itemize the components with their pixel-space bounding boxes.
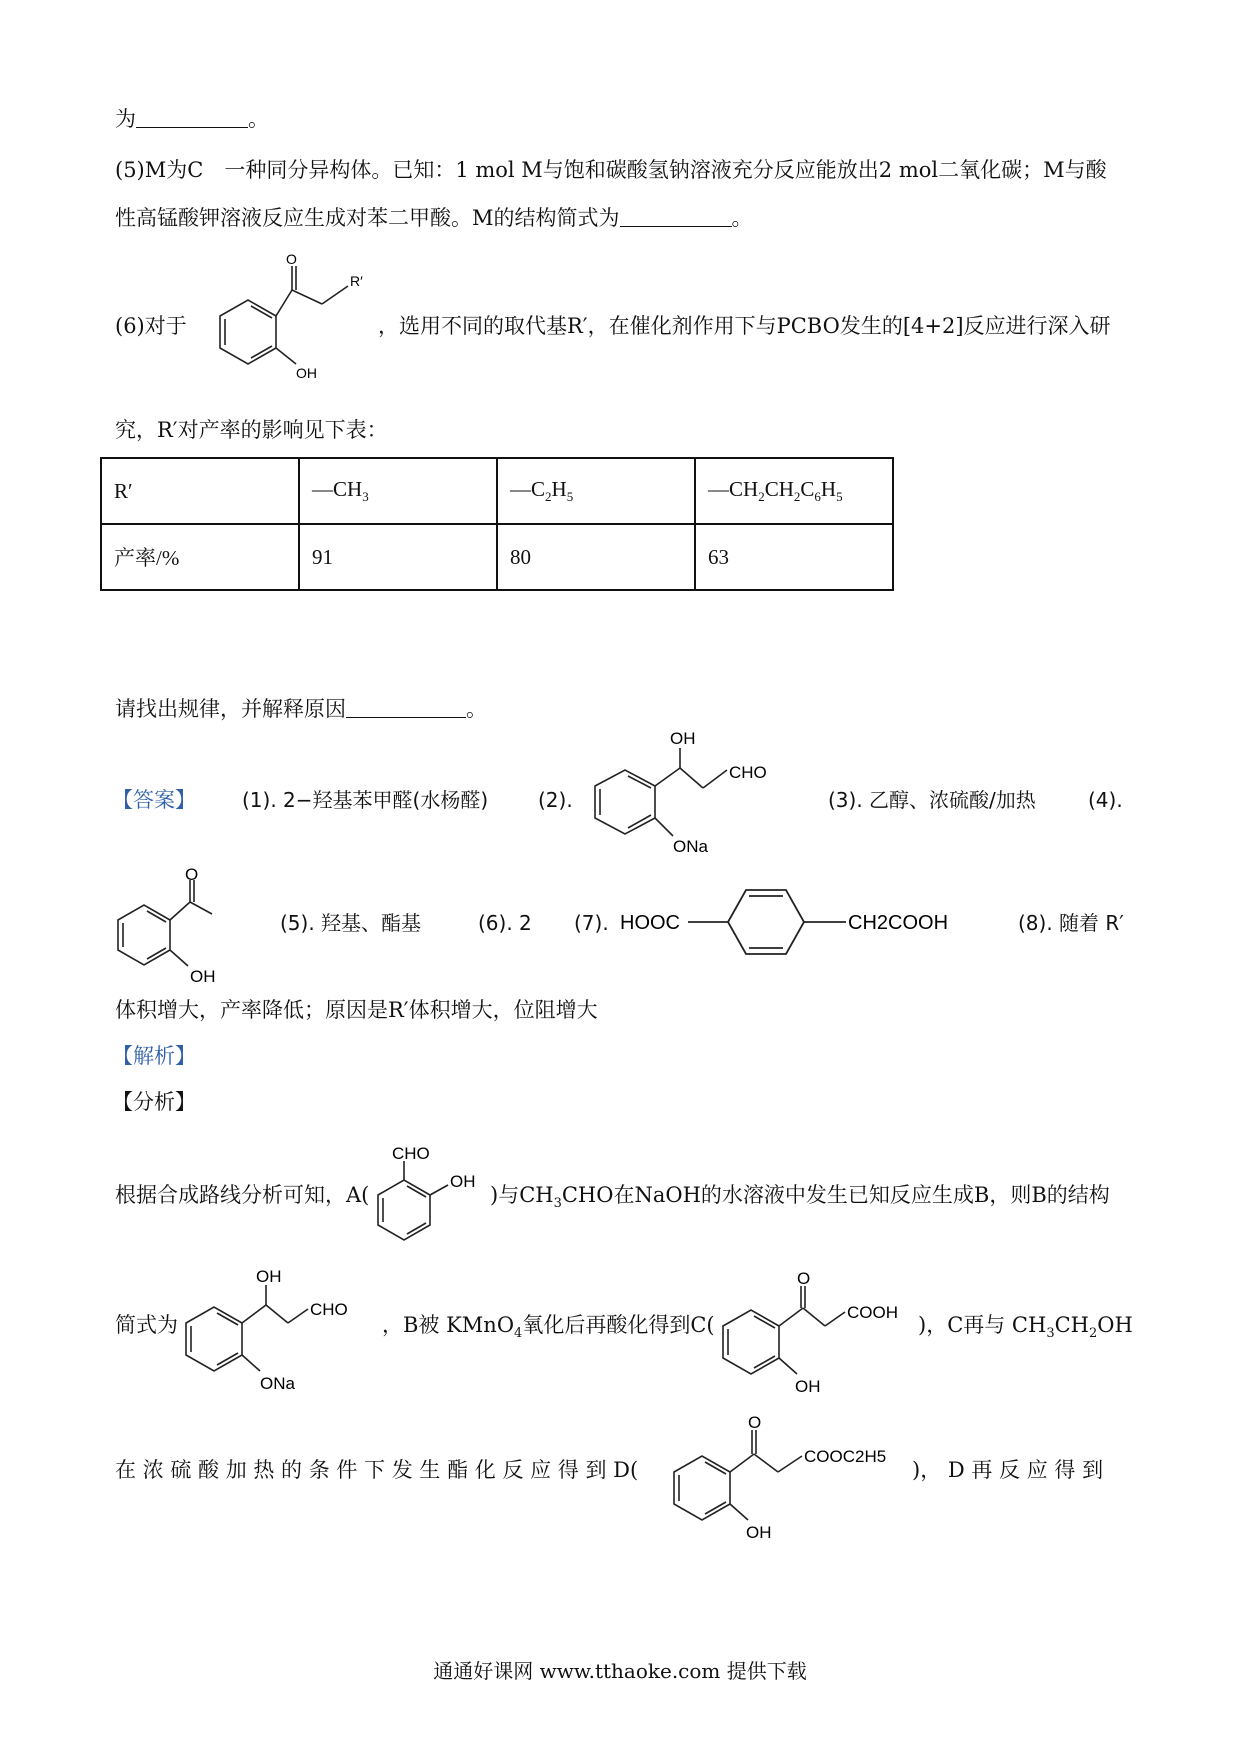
analysis-a-structure bbox=[370, 1145, 490, 1255]
answer-5: (5). 羟基、酯基 bbox=[280, 911, 422, 935]
analysis-d-ester-label bbox=[804, 1447, 886, 1466]
answer-tag: 【答案】 bbox=[112, 788, 196, 812]
analysis-p1-b: )与$CH_3CHO$在NaOH的水溶液中发生已知反应生成B，则B的结构 bbox=[490, 1183, 1110, 1211]
table-cell: 91 bbox=[299, 524, 497, 590]
cell-text: C bbox=[800, 477, 815, 501]
analysis-text: 氧化后再酸化得到C( bbox=[522, 1313, 715, 1337]
q6-r-label: R′ bbox=[350, 273, 363, 289]
q6-tail-line bbox=[115, 694, 487, 724]
analysis-a-oh-label: OH bbox=[450, 1172, 476, 1191]
analysis-text: 根据合成路线分析可知，A( bbox=[115, 1183, 370, 1207]
analysis-d-o-label: O bbox=[748, 1413, 762, 1432]
q5-text-2: 性高锰酸钾溶液反应生成对苯二甲酸。M的结构简式为 bbox=[115, 206, 620, 230]
table-row bbox=[101, 458, 893, 524]
analysis-text: )，C再与 CH bbox=[918, 1313, 1047, 1337]
q6-suffix-text: ，选用不同的取代基R′，在催化剂作用下与PCBO发生的[4+2]反应进行深入研 bbox=[378, 314, 1111, 338]
answer-4-structure bbox=[110, 865, 250, 986]
analysis-d-oh-label: OH bbox=[746, 1523, 772, 1542]
q6-line2 bbox=[115, 415, 388, 445]
answer-3: (3). 乙醇、浓硫酸/加热 bbox=[828, 788, 1036, 812]
answer-6: (6). 2 bbox=[478, 911, 532, 935]
answer-b-ona-label: ONa bbox=[673, 837, 708, 856]
analysis-b-ona-label: ONa bbox=[260, 1374, 295, 1393]
cell-text: H bbox=[820, 477, 837, 501]
table-cell: 63 bbox=[695, 524, 893, 590]
analysis-p2-b: ，B被 KMnO$_4$氧化后再酸化得到C( bbox=[382, 1313, 715, 1341]
analysis-p2-c: )，C再与 $CH_3CH_2OH$ bbox=[918, 1313, 1133, 1341]
q6-line2-text: 究，R′对产率的影响见下表： bbox=[115, 418, 388, 442]
analysis-p1-a bbox=[115, 1180, 369, 1210]
cell-text: H bbox=[551, 477, 567, 501]
cell-text: —CH bbox=[312, 477, 363, 501]
analysis-text: )， D 再 反 应 得 到 bbox=[912, 1458, 1104, 1482]
analysis-c-structure bbox=[705, 1268, 935, 1398]
subscript: 3 bbox=[362, 489, 369, 504]
q6-prefix bbox=[115, 311, 187, 341]
analysis-tag: 【解析】 bbox=[112, 1044, 196, 1068]
answer-7: (7). bbox=[574, 911, 609, 935]
analysis-p2-a bbox=[115, 1310, 178, 1340]
q6-tail-text: 请找出规律，并解释原因 bbox=[115, 697, 346, 721]
answer-4-o-label: O bbox=[185, 865, 199, 884]
q6-prefix-text: (6)对于 bbox=[115, 314, 187, 338]
q6-suffix bbox=[378, 311, 1111, 341]
answer-b-oh-label: OH bbox=[670, 729, 696, 748]
cell-text: CH bbox=[764, 477, 794, 501]
analysis-b-cho-label: CHO bbox=[310, 1300, 348, 1319]
analysis-b-structure bbox=[178, 1265, 378, 1395]
subscript: 2 bbox=[793, 489, 801, 504]
answer-1: (1). 2−羟基苯甲醛(水杨醛) bbox=[242, 788, 489, 812]
table-cell bbox=[695, 458, 893, 524]
answer-4: (4). bbox=[1088, 788, 1123, 812]
analysis-c-cooh-label: COOH bbox=[847, 1303, 898, 1322]
subscript: 5 bbox=[836, 489, 843, 504]
table-row bbox=[101, 524, 893, 590]
analysis-c-oh-label: OH bbox=[795, 1377, 821, 1396]
answer-b-cho-label: CHO bbox=[729, 763, 767, 782]
table-cell: 产率/% bbox=[101, 524, 299, 590]
analysis-text: 在 浓 硫 酸 加 热 的 条 件 下 发 生 酯 化 反 应 得 到 D( bbox=[115, 1458, 639, 1482]
answer-blank[interactable] bbox=[620, 206, 732, 227]
analysis-p3-b bbox=[912, 1455, 1103, 1485]
q5-line2 bbox=[115, 203, 753, 233]
answer-7-right-label bbox=[848, 912, 948, 934]
answer-blank[interactable] bbox=[136, 107, 248, 128]
page-footer: 通通好课网 www.tthaoke.com 提供下载 bbox=[433, 1659, 807, 1683]
analysis-b-oh-label: OH bbox=[256, 1267, 282, 1286]
answer-8-continued: 体积增大，产率降低；原因是R′体积增大，位阻增大 bbox=[115, 998, 598, 1022]
q5-prefix-line bbox=[115, 104, 269, 134]
subscript: 2 bbox=[758, 489, 765, 504]
q5-prefix-end: 。 bbox=[248, 107, 269, 131]
q5-end: 。 bbox=[731, 206, 753, 230]
yield-table bbox=[100, 457, 894, 591]
q6-o-label: O bbox=[286, 251, 297, 267]
cell-text: —CH bbox=[708, 477, 759, 501]
analysis-text: OH bbox=[1097, 1313, 1133, 1337]
q6-ketone-structure bbox=[180, 252, 380, 392]
answer-blank[interactable] bbox=[346, 697, 466, 718]
analysis-a-cho-label: CHO bbox=[392, 1144, 430, 1163]
answer-7-right-text: CH2COOH bbox=[848, 912, 949, 934]
table-cell: 80 bbox=[497, 524, 695, 590]
table-cell bbox=[299, 458, 497, 524]
analysis-p3-a bbox=[115, 1455, 638, 1485]
answer-4-oh-label: OH bbox=[190, 967, 216, 986]
answer-8: (8). 随着 R′ bbox=[1018, 911, 1124, 935]
table-header-cell: R′ bbox=[101, 458, 299, 524]
q6-tail-end: 。 bbox=[466, 697, 487, 721]
subscript: 2 bbox=[545, 489, 552, 504]
analysis-text: CH bbox=[1054, 1313, 1089, 1337]
q5-prefix-text: 为 bbox=[115, 107, 136, 131]
answer-7-left-label: HOOC bbox=[620, 912, 680, 934]
table-cell bbox=[497, 458, 695, 524]
analysis-text: 简式为 bbox=[115, 1313, 178, 1337]
q6-oh-label: OH bbox=[296, 365, 317, 381]
answer-7-structure bbox=[618, 878, 978, 968]
analysis-text: )与CH bbox=[490, 1183, 554, 1207]
q5-line1 bbox=[115, 155, 1107, 185]
analysis-text: CHO在NaOH的水溶液中发生已知反应生成B，则B的结构 bbox=[561, 1183, 1110, 1207]
analysis-subtag: 【分析】 bbox=[112, 1090, 196, 1114]
answer-2: (2). bbox=[538, 788, 573, 812]
answer-b-structure bbox=[585, 726, 805, 861]
analysis-text: ，B被 KMnO bbox=[382, 1313, 515, 1337]
subscript: 6 bbox=[814, 489, 821, 504]
analysis-d-ester-text: COOC2H5 bbox=[804, 1447, 887, 1466]
analysis-d-structure bbox=[662, 1408, 922, 1548]
q5-text-1: (5)M为C 一种同分异构体。已知：1 mol M与饱和碳酸氢钠溶液充分反应能放出2 mol二氧化碳；M与酸 bbox=[115, 158, 1107, 182]
subscript: 5 bbox=[566, 489, 574, 504]
analysis-c-o-label: O bbox=[797, 1269, 811, 1288]
cell-text: —C bbox=[510, 477, 546, 501]
